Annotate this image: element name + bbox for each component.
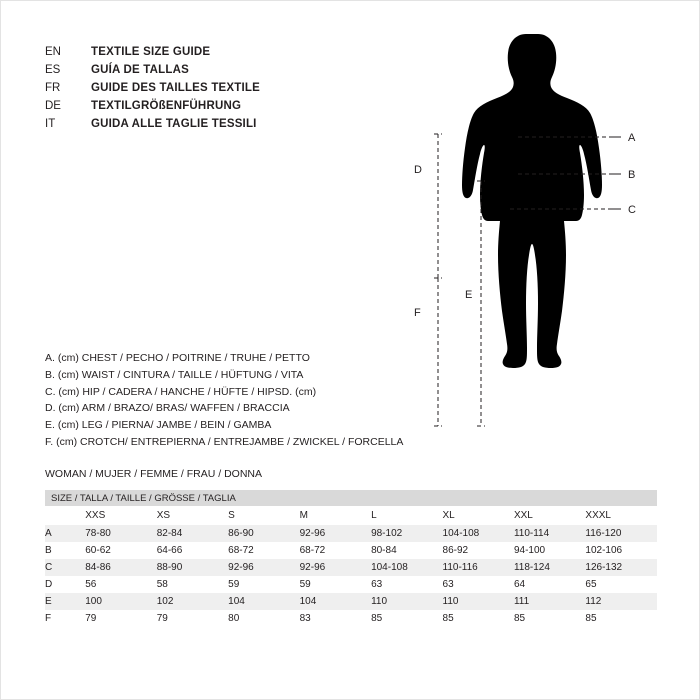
cell-f-xxxl: 85 bbox=[585, 610, 657, 627]
cell-e-xs: 102 bbox=[157, 593, 228, 610]
legend-line-c: C. (cm) HIP / CADERA / HANCHE / HÜFTE / HIPSD. (cm) bbox=[45, 385, 317, 398]
label-a: A bbox=[628, 132, 636, 144]
legend-line-e: E. (cm) LEG / PIERNA/ JAMBE / BEIN / GAMBA bbox=[45, 419, 272, 432]
cell-d-s: 59 bbox=[228, 576, 299, 593]
language-code: EN bbox=[45, 46, 61, 58]
language-row bbox=[45, 64, 345, 82]
column-header-l: L bbox=[371, 506, 442, 525]
language-title: GUIDA ALLE TAGLIE TESSILI bbox=[91, 118, 257, 130]
row-label-f: F bbox=[45, 610, 85, 627]
language-title: GUIDE DES TAILLES TEXTILE bbox=[91, 82, 260, 94]
cell-d-xxl: 64 bbox=[514, 576, 585, 593]
cell-c-s: 92-96 bbox=[228, 559, 299, 576]
table-row bbox=[45, 576, 657, 593]
cell-e-m: 104 bbox=[300, 593, 371, 610]
row-label-c: C bbox=[45, 559, 85, 576]
language-code: DE bbox=[45, 100, 61, 112]
row-label-b: B bbox=[45, 542, 85, 559]
cell-d-m: 59 bbox=[300, 576, 371, 593]
cell-b-xxs: 60-62 bbox=[85, 542, 156, 559]
cell-c-l: 104-108 bbox=[371, 559, 442, 576]
cell-f-xs: 79 bbox=[157, 610, 228, 627]
cell-d-xxxl: 65 bbox=[585, 576, 657, 593]
cell-b-xxxl: 102-106 bbox=[585, 542, 657, 559]
table-row bbox=[45, 559, 657, 576]
language-row bbox=[45, 100, 345, 118]
column-header-m: M bbox=[300, 506, 371, 525]
cell-e-l: 110 bbox=[371, 593, 442, 610]
label-f: F bbox=[414, 307, 421, 319]
cell-a-m: 92-96 bbox=[300, 525, 371, 542]
column-header-xs: XS bbox=[157, 506, 228, 525]
cell-c-m: 92-96 bbox=[300, 559, 371, 576]
label-c: C bbox=[628, 204, 636, 216]
row-label-a: A bbox=[45, 525, 85, 542]
cell-b-xl: 86-92 bbox=[443, 542, 514, 559]
legend-line-a: A. (cm) CHEST / PECHO / POITRINE / TRUHE / PETTO bbox=[45, 352, 310, 364]
cell-b-xxl: 94-100 bbox=[514, 542, 585, 559]
cell-f-xxs: 79 bbox=[85, 610, 156, 627]
cell-c-xl: 110-116 bbox=[443, 559, 514, 576]
language-title: GUÍA DE TALLAS bbox=[91, 64, 189, 76]
cell-f-l: 85 bbox=[371, 610, 442, 627]
cell-e-xl: 110 bbox=[443, 593, 514, 610]
legend-line-f: F. (cm) CROTCH/ ENTREPIERNA / ENTREJAMBE / ZWICKEL / FORCELLA bbox=[45, 435, 404, 448]
language-title: TEXTILGRÖßENFÜHRUNG bbox=[91, 100, 242, 112]
cell-c-xxl: 118-124 bbox=[514, 559, 585, 576]
row-label-d: D bbox=[45, 576, 85, 593]
cell-d-xs: 58 bbox=[157, 576, 228, 593]
cell-f-s: 80 bbox=[228, 610, 299, 627]
cell-f-m: 83 bbox=[300, 610, 371, 627]
column-header-xxs: XXS bbox=[85, 506, 156, 525]
language-title-block bbox=[45, 46, 345, 136]
cell-f-xl: 85 bbox=[443, 610, 514, 627]
column-header-xxl: XXL bbox=[514, 506, 585, 525]
language-row bbox=[45, 46, 345, 64]
body-measurement-diagram bbox=[381, 26, 671, 456]
column-header-s: S bbox=[228, 506, 299, 525]
corner-cell bbox=[45, 506, 85, 525]
cell-e-xxl: 111 bbox=[514, 593, 585, 610]
size-table bbox=[45, 490, 657, 627]
column-header-xl: XL bbox=[443, 506, 514, 525]
cell-b-m: 68-72 bbox=[300, 542, 371, 559]
table-column-row bbox=[45, 506, 657, 525]
table-row bbox=[45, 593, 657, 610]
cell-c-xxxl: 126-132 bbox=[585, 559, 657, 576]
language-code: ES bbox=[45, 64, 61, 76]
cell-b-xs: 64-66 bbox=[157, 542, 228, 559]
table-row bbox=[45, 525, 657, 542]
cell-a-xxl: 110-114 bbox=[514, 525, 585, 542]
legend-line-d: D. (cm) ARM / BRAZO/ BRAS/ WAFFEN / BRACCIA bbox=[45, 402, 290, 415]
gender-label: WOMAN / MUJER / FEMME / FRAU / DONNA bbox=[45, 468, 262, 480]
cell-c-xxs: 84-86 bbox=[85, 559, 156, 576]
cell-d-l: 63 bbox=[371, 576, 442, 593]
cell-a-xxxl: 116-120 bbox=[585, 525, 657, 542]
row-label-e: E bbox=[45, 593, 85, 610]
language-row bbox=[45, 118, 345, 136]
table-row bbox=[45, 542, 657, 559]
cell-f-xxl: 85 bbox=[514, 610, 585, 627]
cell-e-xxxl: 112 bbox=[585, 593, 657, 610]
language-code: IT bbox=[45, 118, 56, 130]
cell-a-xxs: 78-80 bbox=[85, 525, 156, 542]
cell-b-s: 68-72 bbox=[228, 542, 299, 559]
language-code: FR bbox=[45, 82, 61, 94]
label-e: E bbox=[465, 289, 473, 301]
cell-a-s: 86-90 bbox=[228, 525, 299, 542]
cell-a-xs: 82-84 bbox=[157, 525, 228, 542]
cell-d-xl: 63 bbox=[443, 576, 514, 593]
cell-a-l: 98-102 bbox=[371, 525, 442, 542]
cell-e-s: 104 bbox=[228, 593, 299, 610]
cell-c-xs: 88-90 bbox=[157, 559, 228, 576]
cell-a-xl: 104-108 bbox=[443, 525, 514, 542]
label-b: B bbox=[628, 169, 636, 181]
table-row bbox=[45, 610, 657, 627]
cell-d-xxs: 56 bbox=[85, 576, 156, 593]
column-header-xxxl: XXXL bbox=[585, 506, 657, 525]
table-header-label: SIZE / TALLA / TAILLE / GRÖSSE / TAGLIA bbox=[45, 490, 657, 506]
female-silhouette-icon bbox=[462, 34, 602, 368]
cell-e-xxs: 100 bbox=[85, 593, 156, 610]
cell-b-l: 80-84 bbox=[371, 542, 442, 559]
table-header-row bbox=[45, 490, 657, 506]
label-d: D bbox=[414, 164, 422, 176]
language-title: TEXTILE SIZE GUIDE bbox=[91, 46, 211, 58]
legend-line-b: B. (cm) WAIST / CINTURA / TAILLE / HÜFTUNG / VITA bbox=[45, 368, 304, 381]
language-row bbox=[45, 82, 345, 100]
